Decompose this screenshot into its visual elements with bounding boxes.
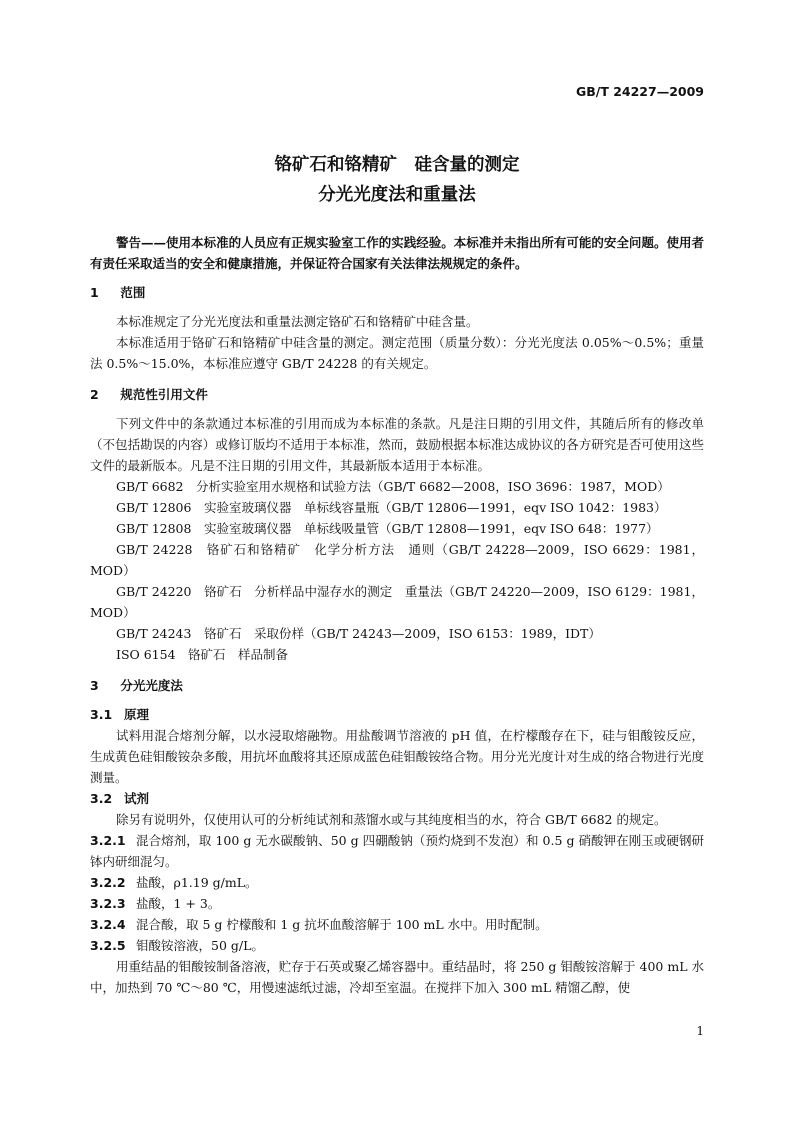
clause-number: 3.2.5 [90,938,126,953]
clause-item [90,914,704,935]
clause-text: 混合酸，取 5 g 柠檬酸和 1 g 抗坏血酸溶解于 100 mL 水中。用时配制。 [136,917,548,932]
clause-number: 3.2.4 [90,917,126,932]
section-1-heading [90,282,704,303]
warning-paragraph: 警告——使用本标准的人员应有正规实验室工作的实践经验。本标准并未指出所有可能的安全问题。使用者有责任采取适当的安全和健康措施，并保证符合国家有关法律法规规定的条件。 [90,235,704,271]
clause-item [90,872,704,893]
section-number: 2 [90,387,99,402]
paragraph: 下列文件中的条款通过本标准的引用而成为本标准的条款。凡是注日期的引用文件，其随后所有的修改单（不包括勘误的内容）或修订版均不适用于本标准，然而，鼓励根据本标准达成协议的各方研究是否可使用这些文件的最新版本。凡是不注日期的引用文件，其最新版本适用于本标准。 [90,416,704,473]
paragraph: 本标准规定了分光光度法和重量法测定铬矿石和铬精矿中硅含量。 [116,314,479,329]
section-number: 1 [90,285,99,300]
document-title-line-2: 分光光度法和重量法 [318,185,476,205]
section-title: 范围 [120,285,146,300]
subsection-title: 原理 [123,707,149,722]
clause-item [90,893,704,914]
clause-text: 盐酸，ρ1.19 g/mL。 [136,875,258,890]
paragraph: 除另有说明外，仅使用认可的分析纯试剂和蒸馏水或与其纯度相当的水，符合 GB/T 6682 的规定。 [116,812,667,827]
subsection-number: 3.2 [90,791,113,806]
document-body [90,232,704,998]
section-2-heading [90,384,704,405]
subsection-3-2-heading [90,788,704,809]
paragraph: 用重结晶的钼酸铵制备溶液，贮存于石英或聚乙烯容器中。重结晶时，将 250 g 钼酸铵溶解于 400 mL 水中，加热到 70 ℃～80 ℃，用慢速滤纸过滤，冷却至室温。在搅拌下加入 300 mL 精馏乙醇，使 [90,959,704,995]
section-title: 规范性引用文件 [120,387,208,402]
reference-item: ISO 6154 铬矿石 样品制备 [116,647,289,662]
subsection-3-1-heading [90,704,704,725]
clause-item [90,935,704,956]
clause-text: 混合熔剂，取 100 g 无水碳酸钠、50 g 四硼酸钠（预灼烧到不发泡）和 0.5 g 硝酸钾在刚玉或硬钢研钵内研细混匀。 [90,833,704,869]
section-3-heading [90,675,704,696]
paragraph: 本标准适用于铬矿石和铬精矿中硅含量的测定。测定范围（质量分数）：分光光度法 0.05%～0.5%；重量法 0.5%～15.0%，本标准应遵守 GB/T 24228 的有关规定。 [90,335,704,371]
reference-item: GB/T 24228 铬矿石和铬精矿 化学分析方法 通则（GB/T 24228—2009，ISO 6629：1981，MOD） [90,542,704,578]
reference-item: GB/T 24220 铬矿石 分析样品中湿存水的测定 重量法（GB/T 24220—2009，ISO 6129：1981，MOD） [90,584,704,620]
clause-item [90,830,704,872]
subsection-title: 试剂 [123,791,149,806]
clause-number: 3.2.1 [90,833,126,848]
clause-number: 3.2.3 [90,896,126,911]
reference-item: GB/T 6682 分析实验室用水规格和试验方法（GB/T 6682—2008，ISO 3696：1987，MOD） [116,479,670,494]
standard-code: GB/T 24227—2009 [575,84,704,99]
document-title-line-1: 铬矿石和铬精矿 硅含量的测定 [274,155,520,175]
reference-item: GB/T 12808 实验室玻璃仪器 单标线吸量管（GB/T 12808—1991，eqv ISO 648：1977） [116,521,659,536]
section-number: 3 [90,678,99,693]
reference-item: GB/T 24243 铬矿石 采取份样（GB/T 24243—2009，ISO 6153：1989，IDT） [116,626,601,641]
clause-text: 盐酸，1 + 3。 [136,896,221,911]
subsection-number: 3.1 [90,707,113,722]
paragraph: 试料用混合熔剂分解，以水浸取熔融物。用盐酸调节溶液的 pH 值，在柠檬酸存在下，硅与钼酸铵反应，生成黄色硅钼酸铵杂多酸，用抗坏血酸将其还原成蓝色硅钼酸铵络合物。用分光光度计对生成的络合物进行光度测量。 [90,728,704,785]
section-title: 分光光度法 [120,678,183,693]
clause-text: 钼酸铵溶液，50 g/L。 [136,938,264,953]
clause-number: 3.2.2 [90,875,126,890]
reference-item: GB/T 12806 实验室玻璃仪器 单标线容量瓶（GB/T 12806—1991，eqv ISO 1042：1983） [116,500,667,515]
page-number: 1 [696,1024,704,1038]
